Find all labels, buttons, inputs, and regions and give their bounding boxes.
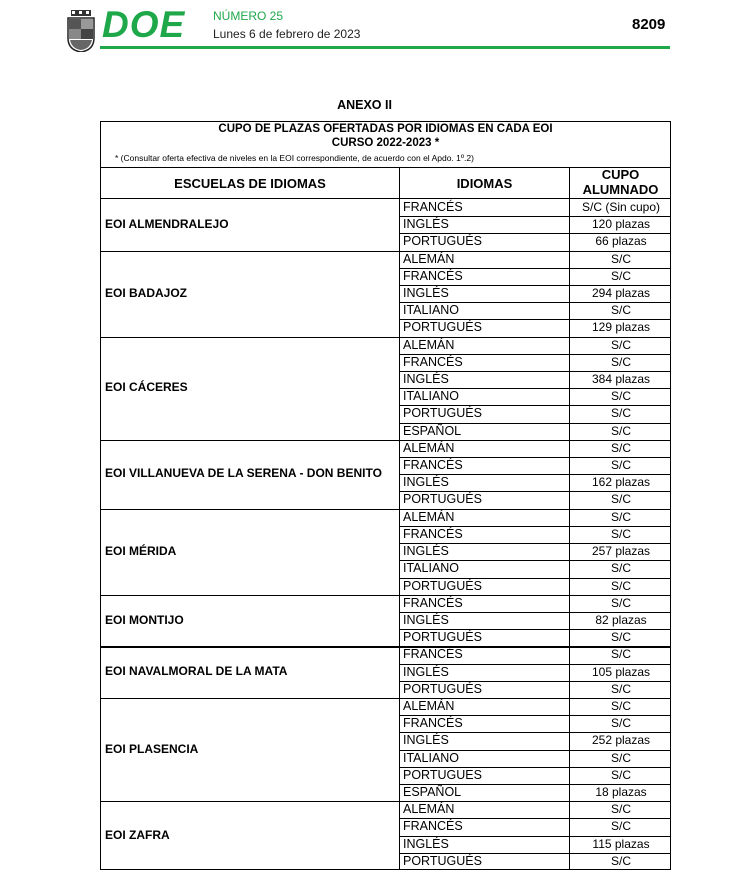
quota-cell: S/C xyxy=(610,268,631,283)
language-cell: PORTUGUÉS xyxy=(403,630,482,645)
language-cell: PORTUGUES xyxy=(403,767,482,782)
language-cell: ALEMÁN xyxy=(403,698,455,713)
quota-cell: 82 plazas xyxy=(595,612,647,627)
language-cell: PORTUGUÉS xyxy=(403,492,482,507)
quota-cell: S/C xyxy=(610,526,631,541)
language-cell: INGLÉS xyxy=(403,612,449,627)
quota-cell: S/C xyxy=(610,423,631,438)
quota-cell: S/C xyxy=(610,647,631,662)
school-name: EOI VILLANUEVA DE LA SERENA - DON BENITO xyxy=(105,466,382,481)
annex-title: ANEXO II xyxy=(337,98,392,112)
column-header-cupo xyxy=(570,167,671,197)
quota-cell: 384 plazas xyxy=(591,372,651,387)
language-cell: PORTUGUÉS xyxy=(403,406,482,421)
quota-cell: S/C xyxy=(610,561,631,576)
language-cell: ALEMÁN xyxy=(403,509,455,524)
language-cell: PORTUGUÉS xyxy=(403,234,482,249)
language-cell: ITALIANO xyxy=(403,303,460,318)
language-cell: INGLÉS xyxy=(403,733,449,748)
quota-cell: 257 plazas xyxy=(591,544,651,559)
quota-cell: S/C xyxy=(610,406,631,421)
issue-number: NÚMERO 25 xyxy=(213,9,284,23)
table-note: * (Consultar oferta efectiva de niveles en la EOI correspondiente, de acuerdo con el Apdo. 1º.2) xyxy=(115,153,474,163)
quota-cell: 162 plazas xyxy=(591,475,651,490)
quota-cell: S/C xyxy=(610,492,631,507)
quota-cell: S/C xyxy=(610,337,631,352)
language-cell: ALEMÁN xyxy=(403,251,455,266)
quota-cell: S/C xyxy=(610,440,631,455)
language-cell: FRANCÉS xyxy=(403,526,463,541)
language-cell: FRANCÉS xyxy=(403,458,463,473)
language-cell: INGLÉS xyxy=(403,217,449,232)
language-cell: FRANCÉS xyxy=(403,200,463,214)
quota-cell: S/C xyxy=(610,458,631,473)
doe-logo: DOE xyxy=(102,4,186,45)
quota-cell: 105 plazas xyxy=(591,664,651,679)
quota-cell: S/C xyxy=(610,354,631,369)
language-cell: FRANCÉS xyxy=(403,268,463,283)
quota-cell: S/C xyxy=(610,802,631,817)
page-header xyxy=(0,0,729,52)
quota-cell: S/C xyxy=(610,767,631,782)
language-cell: ITALIANO xyxy=(403,389,460,404)
language-cell: PORTUGUÉS xyxy=(403,681,482,696)
language-cell: ALEMÁN xyxy=(403,337,455,352)
language-cell: INGLÉS xyxy=(403,372,449,387)
language-cell: ALEMÁN xyxy=(403,440,455,455)
quota-cell: S/C xyxy=(610,698,631,713)
column-header-cupo-line1: CUPO xyxy=(601,167,640,182)
quota-cell: S/C xyxy=(610,853,631,868)
language-cell: FRANCÉS xyxy=(403,354,463,369)
school-name: EOI CÁCERES xyxy=(105,380,188,395)
school-name: EOI BADAJOZ xyxy=(105,285,188,300)
quota-cell: S/C xyxy=(610,509,631,524)
school-name: EOI MÉRIDA xyxy=(105,543,177,558)
language-cell: ITALIANO xyxy=(403,561,460,576)
quota-cell: 294 plazas xyxy=(591,286,651,301)
quota-cell: S/C xyxy=(610,303,631,318)
language-cell: ESPAÑOL xyxy=(403,784,462,799)
table-caption xyxy=(101,122,670,168)
quota-cell: 18 plazas xyxy=(595,784,647,799)
quota-cell: S/C (Sin cupo) xyxy=(581,200,661,214)
column-divider xyxy=(399,168,400,869)
quota-cell: 115 plazas xyxy=(592,836,650,851)
quota-cell: 252 plazas xyxy=(591,733,651,748)
school-name: EOI ZAFRA xyxy=(105,827,170,842)
quota-cell: S/C xyxy=(610,578,631,593)
quota-cell: 129 plazas xyxy=(591,320,651,335)
quota-cell: S/C xyxy=(610,716,631,731)
language-cell: ESPAÑOL xyxy=(403,423,462,438)
quota-cell: S/C xyxy=(610,681,631,696)
quota-cell: S/C xyxy=(610,251,631,266)
language-cell: PORTUGUÉS xyxy=(403,578,482,593)
school-name: EOI ALMENDRALEJO xyxy=(105,216,229,231)
school-name: EOI NAVALMORAL DE LA MATA xyxy=(105,664,288,679)
language-cell: ITALIANO xyxy=(403,750,460,765)
column-header-cupo-line2: ALUMNADO xyxy=(582,182,659,197)
language-cell: INGLÉS xyxy=(403,836,449,851)
header-rule xyxy=(100,46,670,49)
language-cell: FRANCÉS xyxy=(403,647,463,662)
table-subtitle: CURSO 2022-2023 * xyxy=(331,137,440,149)
coat-of-arms-icon xyxy=(66,10,96,52)
issue-date: Lunes 6 de febrero de 2023 xyxy=(213,27,361,41)
column-header-idiomas: IDIOMAS xyxy=(456,176,513,191)
language-cell: INGLÉS xyxy=(403,664,449,679)
quota-cell: S/C xyxy=(610,389,631,404)
language-cell: FRANCÉS xyxy=(403,595,463,610)
quota-cell: S/C xyxy=(610,595,631,610)
quota-table xyxy=(100,121,671,870)
quota-cell: S/C xyxy=(610,750,631,765)
school-name: EOI PLASENCIA xyxy=(105,741,199,756)
school-name: EOI MONTIJO xyxy=(105,612,184,627)
column-header-escuelas: ESCUELAS DE IDIOMAS xyxy=(174,176,326,191)
quota-cell: S/C xyxy=(610,630,631,645)
quota-cell: 120 plazas xyxy=(591,217,651,232)
quota-cell: 66 plazas xyxy=(595,234,647,249)
language-cell: ALEMÁN xyxy=(403,802,455,817)
language-cell: PORTUGUÉS xyxy=(403,853,482,868)
language-cell: FRANCÉS xyxy=(403,819,463,834)
language-cell: FRANCÉS xyxy=(403,716,463,731)
language-cell: INGLÉS xyxy=(403,286,449,301)
quota-cell: S/C xyxy=(610,819,631,834)
page-number: 8209 xyxy=(632,16,666,33)
language-cell: INGLÉS xyxy=(403,544,449,559)
language-cell: PORTUGUÉS xyxy=(403,320,482,335)
table-title: CUPO DE PLAZAS OFERTADAS POR IDIOMAS EN CADA EOI xyxy=(218,123,553,135)
language-cell: INGLÉS xyxy=(403,475,449,490)
